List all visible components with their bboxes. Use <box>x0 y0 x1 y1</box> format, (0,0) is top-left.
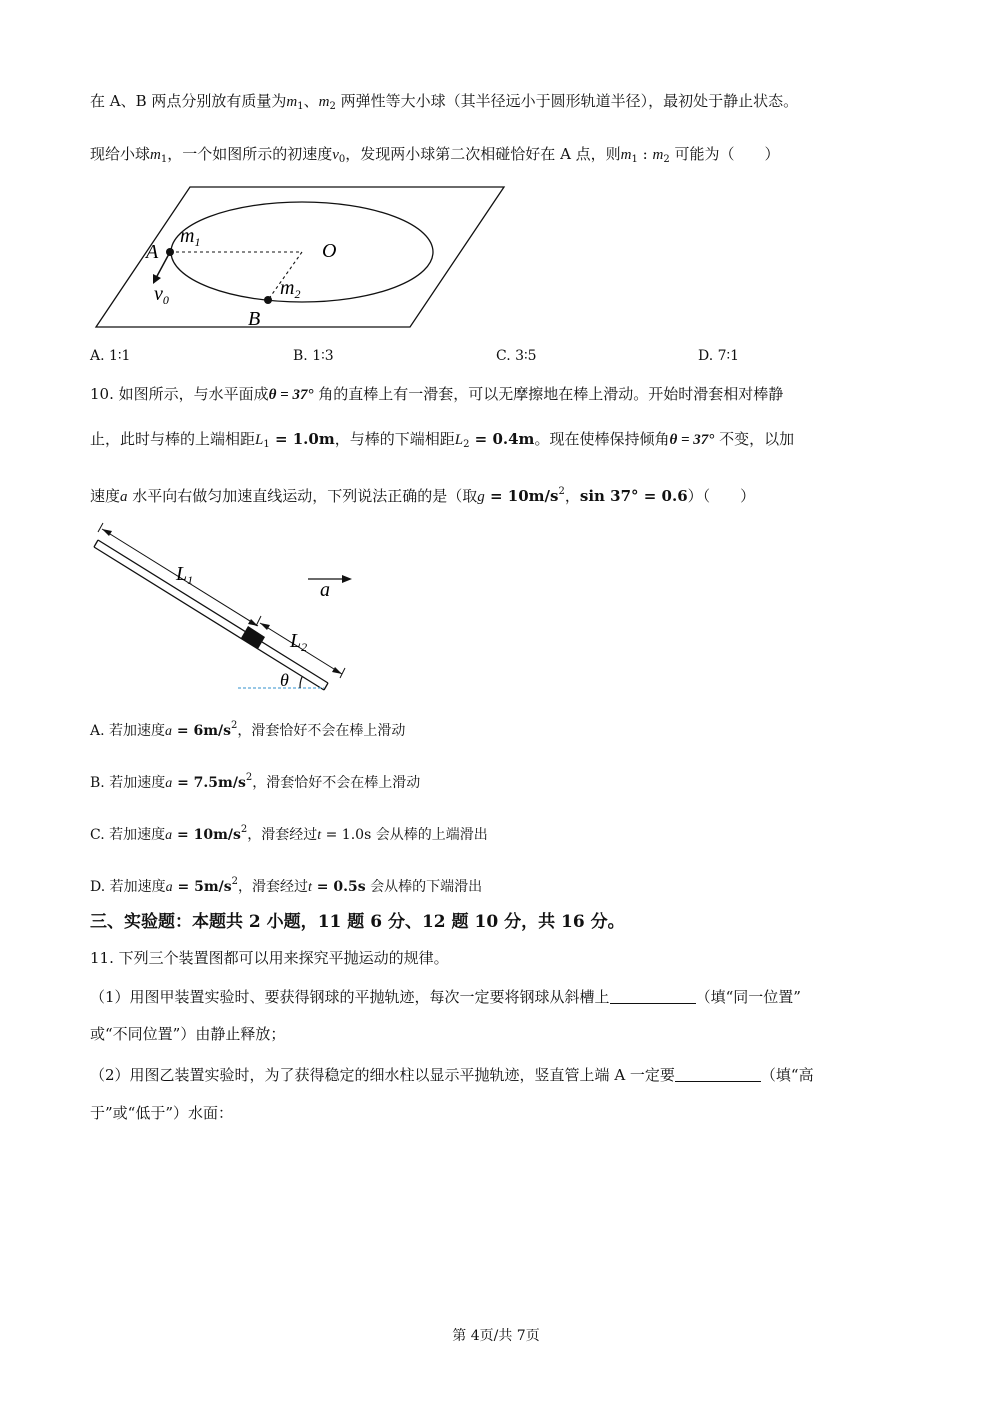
label-theta: θ <box>280 670 289 690</box>
section-3-heading: 三、实验题：本题共 2 小题，11 题 6 分、12 题 10 分，共 16 分。 <box>90 912 625 932</box>
q11-part-1-cont: 或“不同位置”）由静止释放； <box>90 1025 286 1043</box>
q10-option-a: A. 若加速度$a = 6m/s^2$，滑套恰好不会在棒上滑动 <box>90 720 406 739</box>
q10-rod-figure <box>90 522 360 694</box>
label-L2: $L_2$ <box>290 630 308 654</box>
page-footer: 第 4页/共 7页 <box>452 1328 540 1344</box>
q9-option-d: D. 7∶1 <box>698 348 740 364</box>
acceleration-arrow <box>308 575 352 583</box>
q11-part-2-cont: 于”或“低于”）水面： <box>90 1104 234 1122</box>
q9-track-figure <box>90 182 510 332</box>
label-B: B <box>248 308 261 330</box>
q10-line-3: 速度a 水平向右做匀加速直线运动，下列说法正确的是（取$g = 10m/s^2$，sin 37° = 0.6）（ ） <box>90 486 756 505</box>
q9-option-b: B. 1∶3 <box>293 348 334 364</box>
angle-arc <box>300 677 302 688</box>
q10-line-1: 10. 如图所示，与水平面成θ = 37° 角的直棒上有一滑套，可以无摩擦地在棒上滑动。开始时滑套相对棒静 <box>90 385 784 403</box>
label-v0: $v_0$ <box>154 283 169 307</box>
q9-line-2: 现给小球$m_1$，一个如图所示的初速度$v_0$，发现两小球第二次相碰恰好在 A 点，则$m_1$ : $m_2$ 可能为（ ） <box>90 145 780 165</box>
q10-option-d: D. 若加速度$a = 5m/s^2$，滑套经过t = 0.5s 会从棒的下端滑出 <box>90 876 483 895</box>
answer-blank-2[interactable] <box>675 1065 761 1082</box>
label-O: O <box>322 240 337 262</box>
q11-part-1: （1）用图甲装置实验时、要获得钢球的平抛轨迹，每次一定要将钢球从斜槽上 （填“同一位置” <box>90 988 801 1006</box>
q10-line-2: 止，此时与棒的上端相距$L_1 = 1.0m$，与棒的下端相距$L_2 = 0.4m$。现在使棒保持倾角θ = 37° 不变，以加 <box>90 430 795 450</box>
slider-sleeve <box>241 626 265 649</box>
label-L1: $L_1$ <box>176 563 194 587</box>
label-A: A <box>146 241 159 263</box>
q11-stem: 11. 下列三个装置图都可以用来探究平抛运动的规律。 <box>90 949 449 967</box>
q11-part-2: （2）用图乙装置实验时，为了获得稳定的细水柱以显示平抛轨迹，竖直管上端 A 一定要 （填“高 <box>90 1066 814 1084</box>
answer-blank-1[interactable] <box>610 987 696 1004</box>
inclined-rod <box>94 540 328 690</box>
label-m2: $m_2$ <box>280 277 301 301</box>
q9-option-a: A. 1∶1 <box>90 348 131 364</box>
q9-option-c: C. 3∶5 <box>496 348 537 364</box>
ball-m2 <box>264 296 272 304</box>
label-m1: $m_1$ <box>180 225 201 249</box>
q9-line-1: 在 A、B 两点分别放有质量为$m_1$、$m_2$ 两弹性等大小球（其半径远小于圆形轨道半径），最初处于静止状态。 <box>90 92 799 112</box>
label-a: a <box>320 579 330 601</box>
q10-option-b: B. 若加速度$a = 7.5m/s^2$，滑套恰好不会在棒上滑动 <box>90 772 421 791</box>
q10-option-c: C. 若加速度$a = 10m/s^2$，滑套经过t = 1.0s 会从棒的上端滑出 <box>90 824 488 843</box>
